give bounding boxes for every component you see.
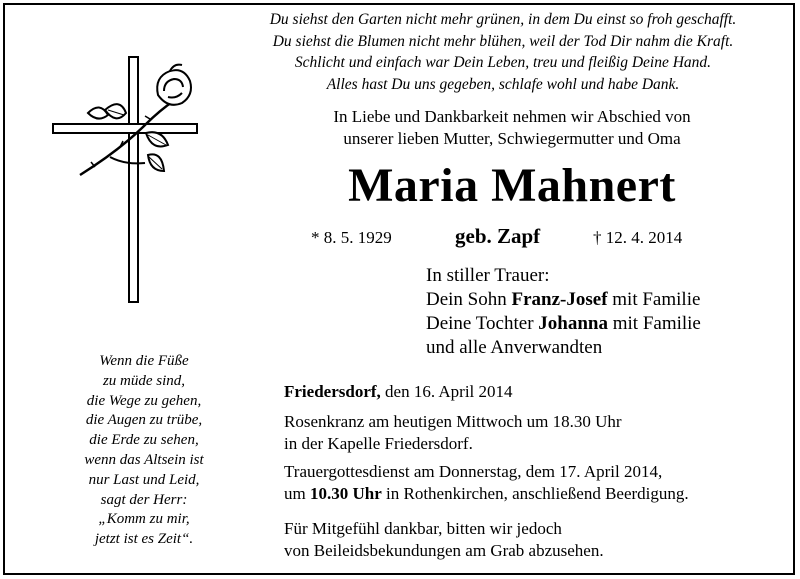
thanks-note bbox=[284, 518, 604, 562]
verse-line: „Komm zu mir, bbox=[98, 511, 190, 528]
poem-line: Du siehst die Blumen nicht mehr blühen, weil der Tod Dir nahm die Kraft. bbox=[272, 32, 734, 50]
thanks-line: Für Mitgefühl dankbar, bitten wir jedoch bbox=[284, 519, 562, 538]
mourners-list bbox=[426, 264, 701, 360]
verse-line: die Augen zu trübe, bbox=[85, 412, 203, 429]
verse-line: jetzt ist es Zeit“. bbox=[94, 531, 194, 548]
mourner-others: und alle Anverwandten bbox=[426, 337, 603, 358]
notice-date: den 16. April 2014 bbox=[380, 382, 513, 401]
verse-line: Wenn die Füße bbox=[99, 353, 189, 369]
intro-line: unserer lieben Mutter, Schwiegermutter und Oma bbox=[343, 129, 681, 148]
mourner-son: Dein Sohn Franz-Josef mit Familie bbox=[426, 289, 701, 310]
place-and-date bbox=[284, 381, 513, 403]
verse-line: wenn das Altsein ist bbox=[84, 451, 204, 468]
son-name: Franz-Josef bbox=[511, 289, 608, 310]
rosary-line: Rosenkranz am heutigen Mittwoch um 18.30 Uhr bbox=[284, 412, 622, 431]
funeral-info bbox=[284, 461, 689, 505]
poem-line: Schlicht und einfach war Dein Leben, treu und fleißig Deine Hand. bbox=[294, 54, 712, 71]
cross-with-rose-icon bbox=[50, 55, 200, 305]
bible-verse bbox=[54, 352, 234, 550]
mourners-heading: In stiller Trauer: bbox=[426, 265, 550, 286]
death-date: † 12. 4. 2014 bbox=[593, 228, 683, 247]
thanks-line: von Beileidsbekundungen am Grab abzusehen. bbox=[284, 541, 604, 560]
rosary-line: in der Kapelle Friedersdorf. bbox=[284, 434, 473, 453]
verse-line: die Erde zu sehen, bbox=[89, 432, 199, 449]
poem-line: Alles hast Du uns gegeben, schlafe wohl und habe Dank. bbox=[326, 75, 680, 93]
birth-date: * 8. 5. 1929 bbox=[311, 228, 392, 247]
funeral-line: um 10.30 Uhr in Rothenkirchen, anschließend Beerdigung. bbox=[284, 484, 689, 503]
verse-line: sagt der Herr: bbox=[100, 491, 188, 508]
place: Friedersdorf, bbox=[284, 382, 381, 401]
rosary-info bbox=[284, 411, 622, 455]
mourner-daughter: Deine Tochter Johanna mit Familie bbox=[426, 313, 701, 334]
funeral-line: Trauergottesdienst am Donnerstag, dem 17. April 2014, bbox=[284, 462, 663, 481]
maiden-name: geb. Zapf bbox=[455, 224, 541, 248]
daughter-name: Johanna bbox=[538, 313, 608, 334]
poem-line: Du siehst den Garten nicht mehr grünen, in dem Du einst so froh geschafft. bbox=[269, 11, 737, 28]
funeral-time: 10.30 Uhr bbox=[309, 484, 382, 503]
verse-line: die Wege zu gehen, bbox=[86, 392, 202, 409]
verse-line: nur Last und Leid, bbox=[88, 471, 200, 488]
intro-line: In Liebe und Dankbarkeit nehmen wir Abschied von bbox=[333, 107, 691, 126]
memorial-poem bbox=[215, 9, 791, 95]
deceased-name: Maria Mahnert bbox=[348, 159, 676, 212]
verse-line: zu müde sind, bbox=[102, 372, 186, 389]
farewell-intro bbox=[262, 106, 762, 150]
